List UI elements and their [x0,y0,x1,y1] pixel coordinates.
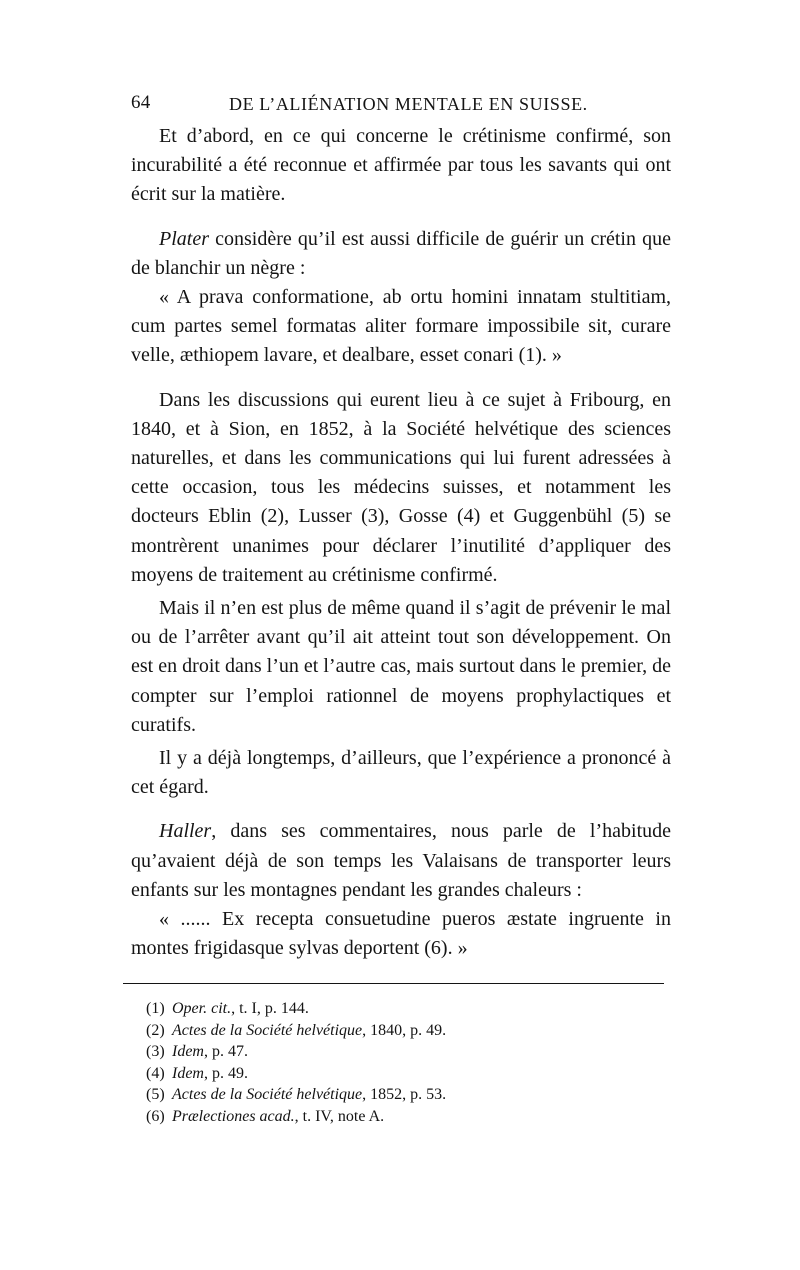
footnote-title: Actes de la Société helvétique [172,1086,363,1104]
footnote-title: Prælectiones acad. [172,1107,295,1125]
footnote-4 [146,1063,671,1085]
paragraph-7-text: , dans ses commentaires, nous parle de l’habitude qu’avaient déjà de son temps les Valaisans de transporter leurs enfants sur les montagnes pendant les grandes chaleurs : [131,820,671,901]
footnote-title: Oper. cit. [172,1000,232,1018]
footnote-number: (4) [146,1064,165,1082]
page [131,88,671,1127]
footnote-text: , t. IV, note A. [294,1107,385,1125]
footnote-text: , 1852, p. 53. [362,1086,447,1104]
footnote-text: , 1840, p. 49. [362,1021,447,1039]
footnote-text: , p. 47. [203,1043,248,1061]
paragraph-5: Mais il n’en est plus de même quand il s’agit de prévenir le mal ou de l’arrêter avant qu’il ait atteint tout son développement. On est en droit dans l’un et l’autre cas, mais surtout dans le premier, de compter sur l’emploi rationnel de moyens prophylactiques et curatifs. [131,597,671,736]
author-name-haller: Haller [159,820,212,843]
footnote-2 [146,1020,671,1042]
footnote-text: , p. 49. [203,1064,248,1082]
footnote-5 [146,1084,671,1106]
footnote-number: (2) [146,1021,165,1039]
author-name-plater: Plater [159,227,209,250]
paragraph-2 [131,225,671,283]
page-header [131,88,671,122]
footnote-number: (1) [146,1000,165,1018]
footnote-1 [146,998,671,1020]
paragraph-7 [131,817,671,905]
running-head: DE L’ALIÉNATION MENTALE EN SUISSE. [229,94,588,114]
footnote-number: (5) [146,1086,165,1104]
footnote-3 [146,1041,671,1063]
footnote-title: Idem [172,1043,204,1061]
body-text [131,122,671,963]
footnote-number: (6) [146,1107,165,1125]
paragraph-4: Dans les discussions qui eurent lieu à ce sujet à Fribourg, en 1840, et à Sion, en 1852, à la Société helvétique des sciences naturelles, et dans les communications qui lui furent adressées à cette occasion, tous les médecins suisses, et notamment les docteurs Eblin (2), Lusser (3), Gosse (4) et Guggenbühl (5) se montrèrent unanimes pour déclarer l’inutilité d’appliquer des moyens de traitement au crétinisme confirmé. [131,388,671,586]
page-number: 64 [131,92,151,113]
footnote-rule [123,983,664,984]
footnote-6 [146,1106,671,1128]
paragraph-3-quote: « A prava conformatione, ab ortu homini innatam stultitiam, cum partes semel formatas aliter formare impossibile sit, curare velle, æthiopem lavare, et dealbare, esset conari (1). » [131,286,671,367]
paragraph-6: Il y a déjà longtemps, d’ailleurs, que l’expérience a prononcé à cet égard. [131,747,671,799]
footnote-title: Idem [172,1064,204,1082]
footnotes [146,998,671,1127]
paragraph-1: Et d’abord, en ce qui concerne le crétinisme confirmé, son incurabilité a été reconnue et affirmée par tous les savants qui ont écrit sur la matière. [131,125,671,206]
footnote-title: Actes de la Société helvétique [172,1021,363,1039]
paragraph-2-text: considère qu’il est aussi difficile de guérir un crétin que de blanchir un nègre : [131,227,671,279]
footnote-text: , t. I, p. 144. [231,1000,309,1018]
footnote-number: (3) [146,1043,165,1061]
paragraph-8-quote: « ...... Ex recepta consuetudine pueros æstate ingruente in montes frigidasque sylvas deportent (6). » [131,908,671,960]
